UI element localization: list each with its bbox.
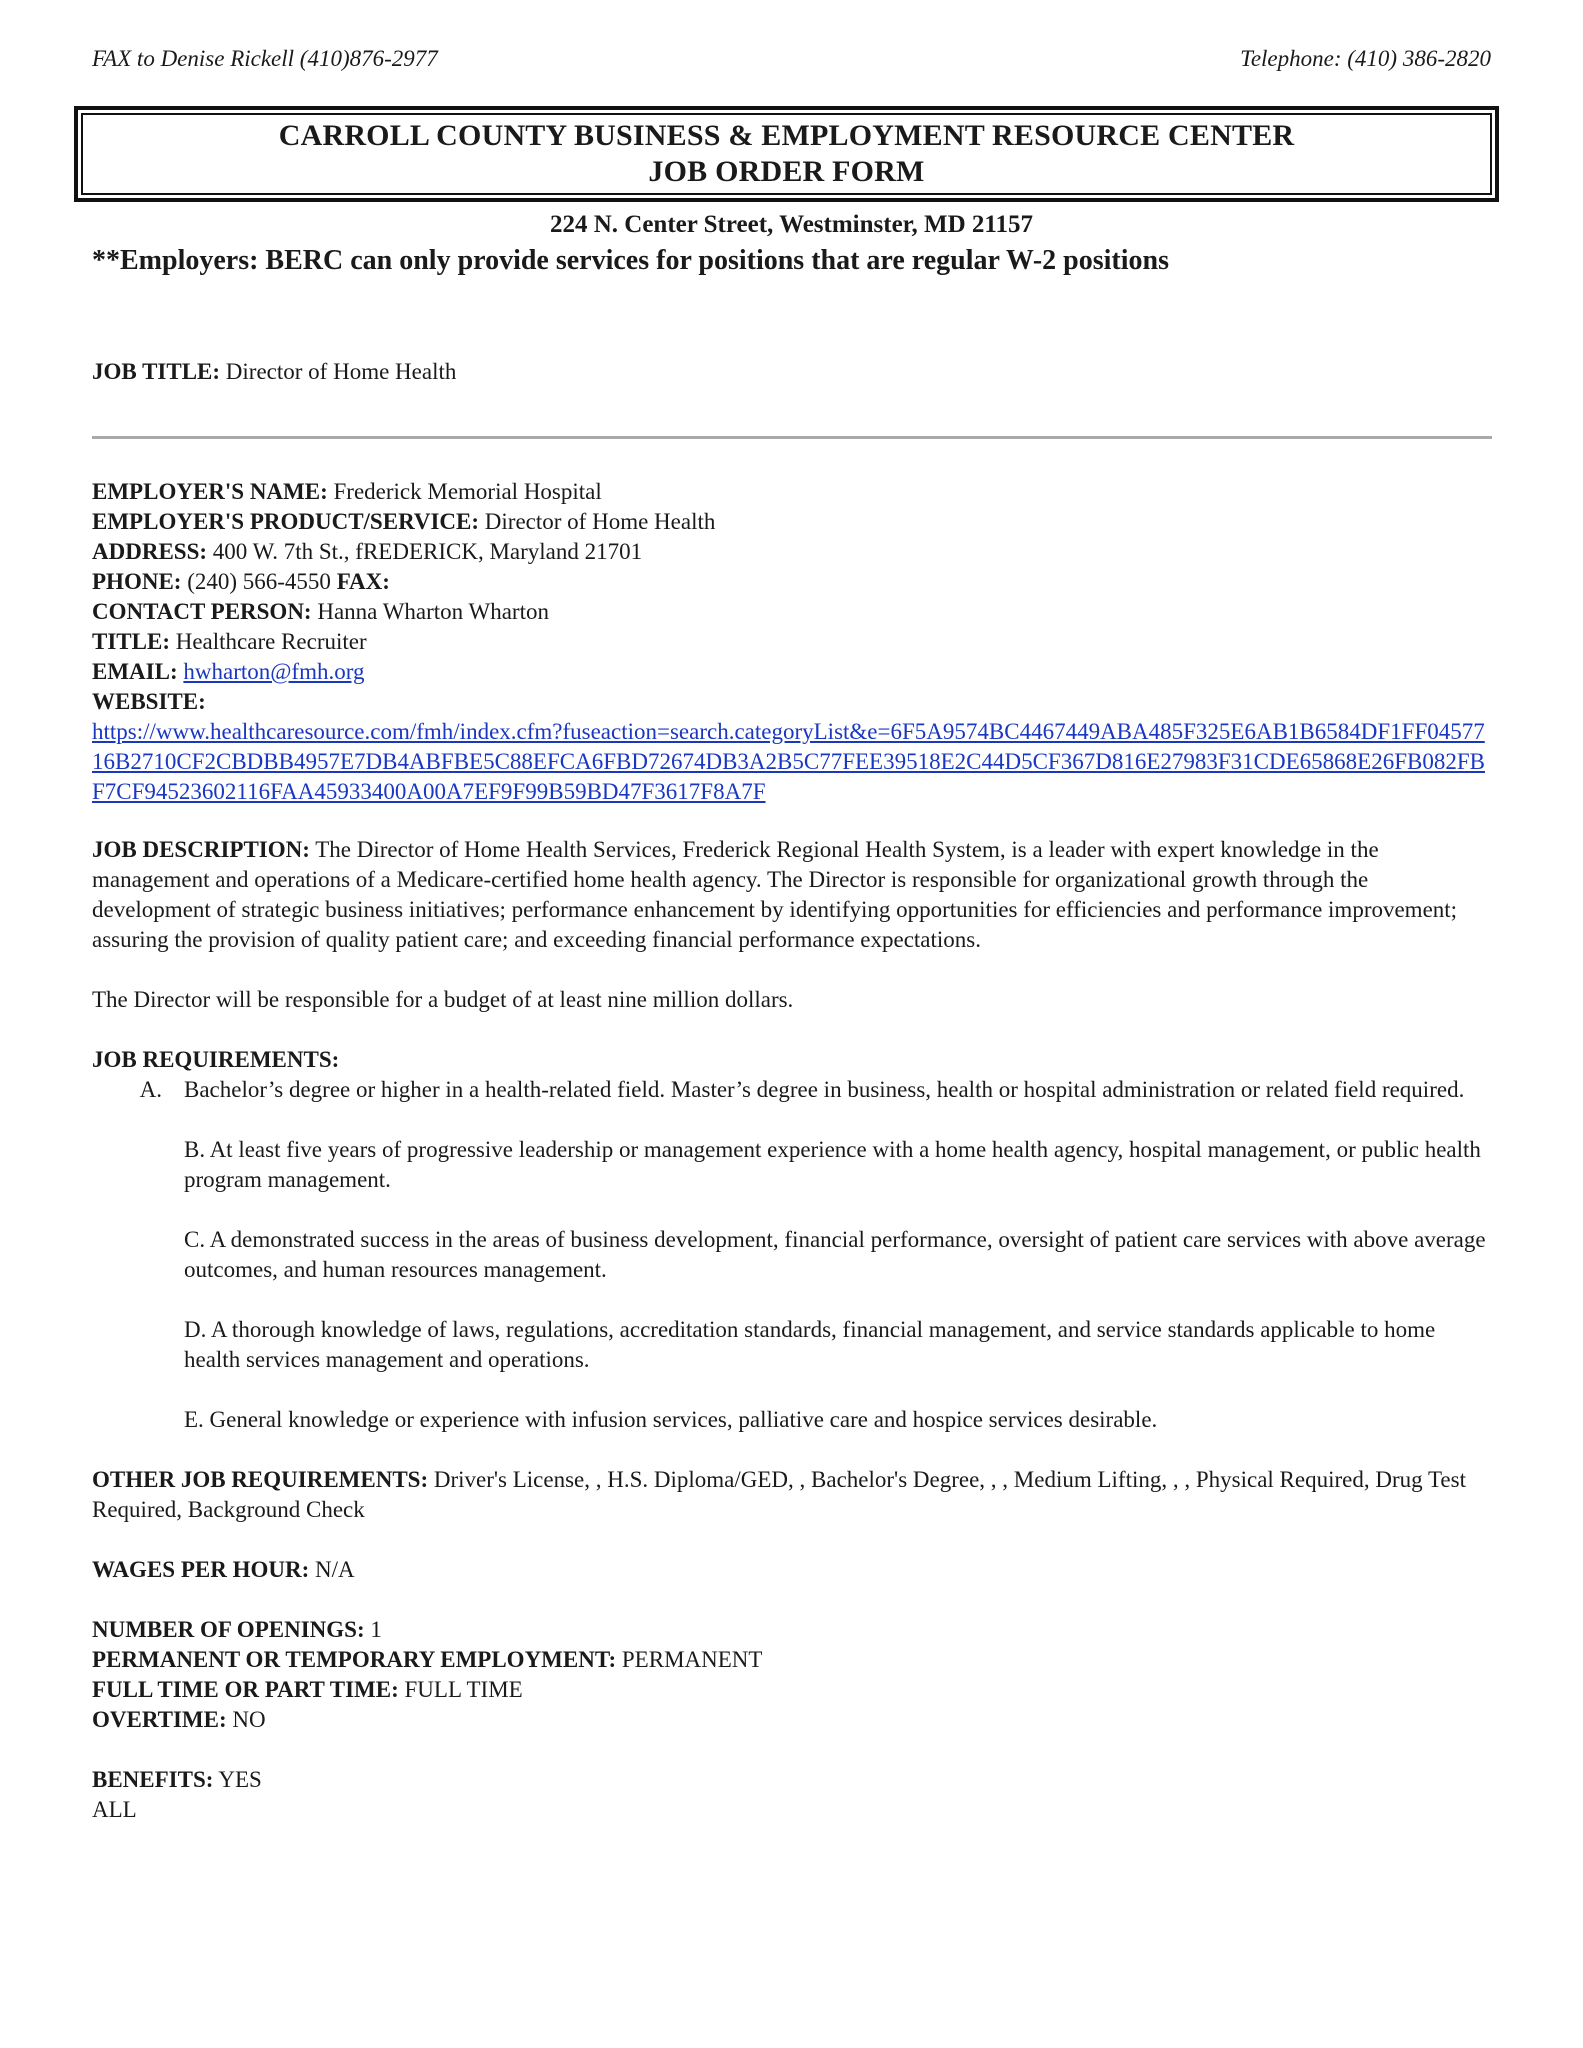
- permanent-label: PERMANENT OR TEMPORARY EMPLOYMENT:: [92, 1647, 617, 1672]
- contact-title-label: TITLE:: [92, 629, 170, 654]
- fulltime-label: FULL TIME OR PART TIME:: [92, 1677, 399, 1702]
- employer-notice: **Employers: BERC can only provide services for positions that are regular W-2 positions: [92, 245, 1169, 276]
- fulltime-row: [92, 1675, 1492, 1705]
- job-requirements-label: JOB REQUIREMENTS:: [92, 1047, 340, 1072]
- requirement-item: [92, 1075, 1492, 1105]
- wages-value: N/A: [309, 1557, 355, 1582]
- other-requirements-value: Driver's License, , H.S. Diploma/GED, , Bachelor's Degree, , , Medium Lifting, , , Physical Required, Drug Test Required, Background Check: [92, 1467, 1466, 1522]
- employer-product-label: EMPLOYER'S PRODUCT/SERVICE:: [92, 509, 480, 534]
- employer-phone-row: [92, 567, 1492, 597]
- permanent-value: PERMANENT: [616, 1647, 763, 1672]
- job-title-value: Director of Home Health: [220, 359, 457, 384]
- benefits-detail: ALL: [92, 1797, 137, 1822]
- openings-label: NUMBER OF OPENINGS:: [92, 1617, 365, 1642]
- job-description-text: The Director of Home Health Services, Frederick Regional Health System, is a leader with expert knowledge in the management and operations of a Medicare-certified home health agency. The Director is responsible for organizational growth through the development of strategic business initiatives; performance enhancement by identifying opportunities for efficiencies and performance improvement; assuring the provision of quality patient care; and exceeding financial performance expectations.: [92, 837, 1458, 952]
- requirement-item: D. A thorough knowledge of laws, regulations, accreditation standards, financial management, and service standards applicable to home health services management and operations.: [184, 1317, 1436, 1372]
- website-label: WEBSITE:: [92, 689, 206, 714]
- other-requirements-label: OTHER JOB REQUIREMENTS:: [92, 1467, 429, 1492]
- job-title-label: JOB TITLE:: [92, 359, 221, 384]
- email-link[interactable]: hwharton@fmh.org: [183, 659, 365, 684]
- budget-text: The Director will be responsible for a budget of at least nine million dollars.: [92, 987, 794, 1012]
- section-divider: [92, 436, 1492, 439]
- overtime-row: [92, 1705, 1492, 1735]
- employer-fax-label: FAX:: [336, 569, 390, 594]
- description-section: [92, 835, 1492, 1825]
- employer-address-row: [92, 537, 1492, 567]
- email-label: EMAIL:: [92, 659, 178, 684]
- telephone-line: Telephone: (410) 386-2820: [1240, 46, 1491, 71]
- permanent-row: [92, 1645, 1492, 1675]
- benefits-label: BENEFITS:: [92, 1767, 214, 1792]
- employer-product-row: [92, 507, 1492, 537]
- contact-person-row: [92, 597, 1492, 627]
- job-title-row: [92, 357, 1492, 387]
- contact-person-value: Hanna Wharton Wharton: [311, 599, 549, 624]
- email-row: [92, 657, 1492, 687]
- form-title-line1: CARROLL COUNTY BUSINESS & EMPLOYMENT RESOURCE CENTER: [278, 119, 1295, 152]
- other-requirements: [92, 1465, 1492, 1525]
- employer-section: [92, 477, 1492, 807]
- job-description: [92, 835, 1492, 955]
- employer-address-label: ADDRESS:: [92, 539, 208, 564]
- requirement-text: Bachelor’s degree or higher in a health-related field. Master’s degree in business, health or hospital administration or related field required.: [184, 1077, 1465, 1102]
- contact-title-row: [92, 627, 1492, 657]
- openings-value: 1: [364, 1617, 382, 1642]
- employer-address-value: 400 W. 7th St., fREDERICK, Maryland 21701: [207, 539, 643, 564]
- fax-line: FAX to Denise Rickell (410)876-2977: [92, 46, 438, 71]
- requirement-item: C. A demonstrated success in the areas of business development, financial performance, oversight of patient care services with above average outcomes, and human resources management.: [184, 1227, 1486, 1282]
- requirement-item: E. General knowledge or experience with infusion services, palliative care and hospice services desirable.: [184, 1407, 1158, 1432]
- requirement-item: B. At least five years of progressive leadership or management experience with a home health agency, hospital management, or public health program management.: [184, 1137, 1481, 1192]
- title-box: [74, 106, 1499, 202]
- fulltime-value: FULL TIME: [398, 1677, 523, 1702]
- wages-label: WAGES PER HOUR:: [92, 1557, 310, 1582]
- employer-name-value: Frederick Memorial Hospital: [327, 479, 602, 504]
- header-contact-line: [92, 46, 1491, 72]
- benefits-row: [92, 1765, 1492, 1795]
- title-inner-frame: [81, 113, 1492, 195]
- benefits-value: YES: [213, 1767, 262, 1792]
- requirement-letter: A.: [139, 1077, 162, 1102]
- contact-title-value: Healthcare Recruiter: [169, 629, 367, 654]
- overtime-label: OVERTIME:: [92, 1707, 227, 1732]
- form-title-line2: JOB ORDER FORM: [648, 155, 925, 188]
- overtime-value: NO: [226, 1707, 266, 1732]
- employer-name-row: [92, 477, 1492, 507]
- wages-row: [92, 1555, 1492, 1585]
- requirements-list: [92, 1075, 1492, 1435]
- employer-phone-label: PHONE:: [92, 569, 182, 594]
- employer-phone-value: (240) 566-4550: [181, 569, 337, 594]
- openings-row: [92, 1615, 1492, 1645]
- employer-name-label: EMPLOYER'S NAME:: [92, 479, 328, 504]
- contact-person-label: CONTACT PERSON:: [92, 599, 312, 624]
- center-address: 224 N. Center Street, Westminster, MD 21157: [549, 211, 1034, 238]
- website-link[interactable]: https://www.healthcaresource.com/fmh/index.cfm?fuseaction=search.categoryList&e=6F5A9574BC4467449ABA485F325E6AB1B6584DF1FF0457716B2710CF2CBDBB4957E7DB4ABFBE5C88EFCA6FBD72674DB3A2B5C77FEE39518E2C44D5CF367D816E27983F31CDE65868E26FB082FBF7CF94523602116FAA45933400A00A7EF9F99B59BD47F3617F8A7F: [92, 719, 1485, 804]
- job-description-label: JOB DESCRIPTION:: [92, 837, 310, 862]
- employer-product-value: Director of Home Health: [479, 509, 716, 534]
